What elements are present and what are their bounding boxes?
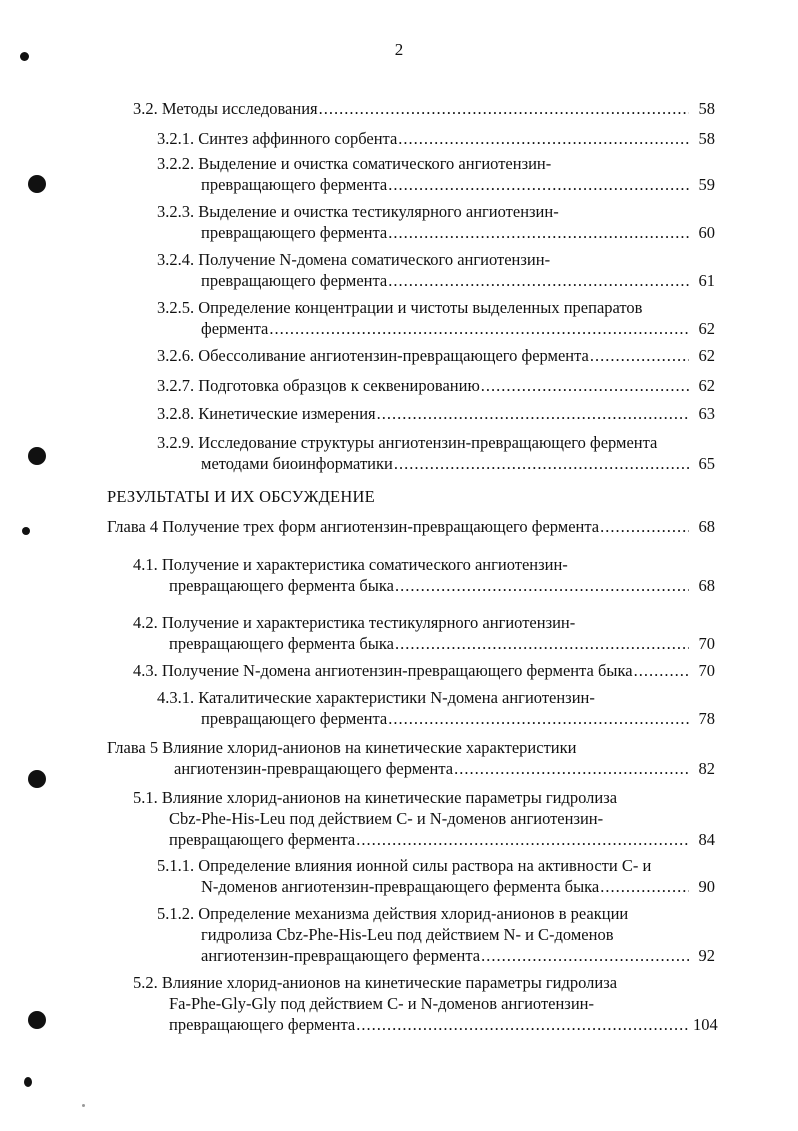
toc-entry-last-line xyxy=(133,1014,718,1035)
toc-entry-title: 5.1. Влияние хлорид-анионов на кинетические параметры гидролиза xyxy=(133,788,618,807)
toc-page-number: 90 xyxy=(698,877,715,896)
toc-entry-title: 3.2.3. Выделение и очистка тестикулярного ангиотензин- xyxy=(157,202,559,221)
toc-entry-title: 4.3. Получение N-домена ангиотензин-превращающего фермента быка xyxy=(133,661,633,680)
toc-entry-title: превращающего фермента xyxy=(201,271,388,290)
section-heading: РЕЗУЛЬТАТЫ И ИХ ОБСУЖДЕНИЕ xyxy=(107,487,375,506)
toc-entry-title: Cbz-Phe-His-Leu под действием С- и N-доменов ангиотензин- xyxy=(169,809,604,828)
toc-entry-last-line xyxy=(157,708,715,729)
toc-entry-title: ангиотензин-превращающего фермента xyxy=(174,759,454,778)
toc-page-number: 68 xyxy=(698,517,715,536)
toc-entry-title: 5.1.2. Определение механизма действия хлорид-анионов в реакции xyxy=(157,904,629,923)
toc-page-number: 70 xyxy=(698,634,715,653)
toc-entry-title: превращающего фермента xyxy=(201,175,388,194)
toc-page-number: 78 xyxy=(698,709,715,728)
toc-entry-title: 3.2.1. Синтез аффинного сорбента xyxy=(157,129,398,148)
toc-entry-last-line xyxy=(157,174,715,195)
toc-entry-last-line xyxy=(157,945,715,966)
toc-entry-title: Fa-Phe-Gly-Gly под действием С- и N-доменов ангиотензин- xyxy=(169,994,594,1013)
toc-page-number: 84 xyxy=(698,830,715,849)
toc-entry-last-line xyxy=(107,758,715,779)
toc-entry-last-line xyxy=(133,660,715,681)
dot-leader xyxy=(394,453,689,474)
toc-page-number: 62 xyxy=(698,319,715,338)
toc-entry-title: 5.2. Влияние хлорид-анионов на кинетические параметры гидролиза xyxy=(133,973,618,992)
dot-leader xyxy=(600,876,689,897)
toc-entry-last-line xyxy=(157,375,715,396)
dot-leader xyxy=(590,345,689,366)
toc-entry-title: превращающего фермента быка xyxy=(169,576,394,595)
toc-entry-title: 3.2.6. Обессоливание ангиотензин-превращающего фермента xyxy=(157,346,589,365)
toc-page-number: 92 xyxy=(698,946,715,965)
toc-entry-last-line xyxy=(133,98,715,119)
page-number: 2 xyxy=(394,40,404,59)
toc-entry-3-2-4 xyxy=(157,249,715,291)
dot-leader xyxy=(481,375,689,396)
toc-entry-last-line xyxy=(107,516,715,537)
toc-entry-ch5 xyxy=(107,737,715,779)
toc-entry-title: 4.3.1. Каталитические характеристики N-домена ангиотензин- xyxy=(157,688,595,707)
toc-entry-3-2-8 xyxy=(157,403,715,424)
dot-leader xyxy=(319,98,689,119)
toc-entry-3-2-6 xyxy=(157,345,715,366)
toc-entry-ch4 xyxy=(107,516,715,537)
toc-entry-title: 3.2.4. Получение N-домена соматического ангиотензин- xyxy=(157,250,551,269)
toc-entry-title: 5.1.1. Определение влияния ионной силы раствора на активности С- и xyxy=(157,856,652,875)
dot-leader xyxy=(395,633,689,654)
toc-entry-title: ангиотензин-превращающего фермента xyxy=(201,946,481,965)
toc-entry-title: 3.2.2. Выделение и очистка соматического ангиотензин- xyxy=(157,154,552,173)
dot-leader xyxy=(269,318,689,339)
toc-entry-last-line xyxy=(157,222,715,243)
toc-entry-title: N-доменов ангиотензин-превращающего фермента быка xyxy=(201,877,600,896)
toc-entry-title: 3.2.7. Подготовка образцов к секвенированию xyxy=(157,376,480,395)
toc-entry-3-2-1 xyxy=(157,128,715,149)
toc-page-number: 62 xyxy=(698,346,715,365)
toc-entry-last-line xyxy=(157,876,715,897)
toc-entry-title: методами биоинформатики xyxy=(201,454,393,473)
toc-entry-title: 4.2. Получение и характеристика тестикулярного ангиотензин- xyxy=(133,613,576,632)
dot-leader xyxy=(395,575,689,596)
toc-entry-last-line xyxy=(157,128,715,149)
toc-entry-title: 3.2.9. Исследование структуры ангиотензин-превращающего фермента xyxy=(157,433,658,452)
toc-entry-title: превращающего фермента быка xyxy=(169,634,394,653)
toc-entry-4-3 xyxy=(133,660,715,681)
toc-entry-title: Глава 4 Получение трех форм ангиотензин-превращающего фермента xyxy=(107,517,600,536)
toc-entry-4-1 xyxy=(133,554,715,596)
toc-entry-title: превращающего фермента xyxy=(169,1015,356,1034)
dot-leader xyxy=(454,758,689,779)
toc-page-number: 59 xyxy=(698,175,715,194)
toc-entry-3-2-3 xyxy=(157,201,715,243)
toc-entry-last-line xyxy=(157,345,715,366)
toc-entry-last-line xyxy=(157,453,715,474)
dot-leader xyxy=(600,516,689,537)
toc-entry-last-line xyxy=(133,575,715,596)
toc-entry-last-line xyxy=(157,270,715,291)
dot-leader xyxy=(398,128,689,149)
toc-page-number: 82 xyxy=(698,759,715,778)
dot-leader xyxy=(388,222,689,243)
toc-page-number: 63 xyxy=(698,404,715,423)
toc-entry-title: 3.2. Методы исследования xyxy=(133,99,318,118)
toc-page-number: 70 xyxy=(698,661,715,680)
toc-entry-title: превращающего фермента xyxy=(201,709,388,728)
dot-leader xyxy=(634,660,689,681)
toc-entry-title: фермента xyxy=(201,319,269,338)
toc-entry-last-line xyxy=(157,318,715,339)
toc-entry-title: 3.2.8. Кинетические измерения xyxy=(157,404,376,423)
dot-leader xyxy=(356,829,689,850)
toc-entry-5-1-2 xyxy=(157,903,715,966)
toc-entry-5-1 xyxy=(133,787,715,850)
toc-entry-title: гидролиза Cbz-Phe-His-Leu под действием N- и С-доменов xyxy=(201,925,614,944)
toc-entry-last-line xyxy=(157,403,715,424)
toc-page-number: 68 xyxy=(698,576,715,595)
toc-page-number: 60 xyxy=(698,223,715,242)
dot-leader xyxy=(356,1014,689,1035)
dot-leader xyxy=(481,945,689,966)
toc-page-number: 61 xyxy=(698,271,715,290)
toc-entry-3-2-5 xyxy=(157,297,715,339)
toc-entry-title: 3.2.5. Определение концентрации и чистоты выделенных препаратов xyxy=(157,298,643,317)
toc-page-number: 104 xyxy=(693,1015,718,1034)
toc-entry-title: превращающего фермента xyxy=(201,223,388,242)
dot-leader xyxy=(388,708,689,729)
toc-entry-4-3-1 xyxy=(157,687,715,729)
toc-entry-5-2 xyxy=(133,972,718,1035)
toc-entry-3-2 xyxy=(133,98,715,119)
toc-entry-3-2-2 xyxy=(157,153,715,195)
toc-entry-5-1-1 xyxy=(157,855,715,897)
toc-entry-3-2-7 xyxy=(157,375,715,396)
toc-page-number: 65 xyxy=(698,454,715,473)
toc-page-number: 58 xyxy=(698,99,715,118)
toc-entry-title: превращающего фермента xyxy=(169,830,356,849)
toc-page-number: 58 xyxy=(698,129,715,148)
toc-entry-3-2-9 xyxy=(157,432,715,474)
toc-entry-last-line xyxy=(133,829,715,850)
dot-leader xyxy=(388,174,689,195)
toc-entry-title: Глава 5 Влияние хлорид-анионов на кинетические характеристики xyxy=(107,738,577,757)
toc-entry-4-2 xyxy=(133,612,715,654)
toc-entry-title: 4.1. Получение и характеристика соматического ангиотензин- xyxy=(133,555,568,574)
toc-entry-last-line xyxy=(133,633,715,654)
dot-leader xyxy=(377,403,689,424)
toc-page-number: 62 xyxy=(698,376,715,395)
dot-leader xyxy=(388,270,689,291)
